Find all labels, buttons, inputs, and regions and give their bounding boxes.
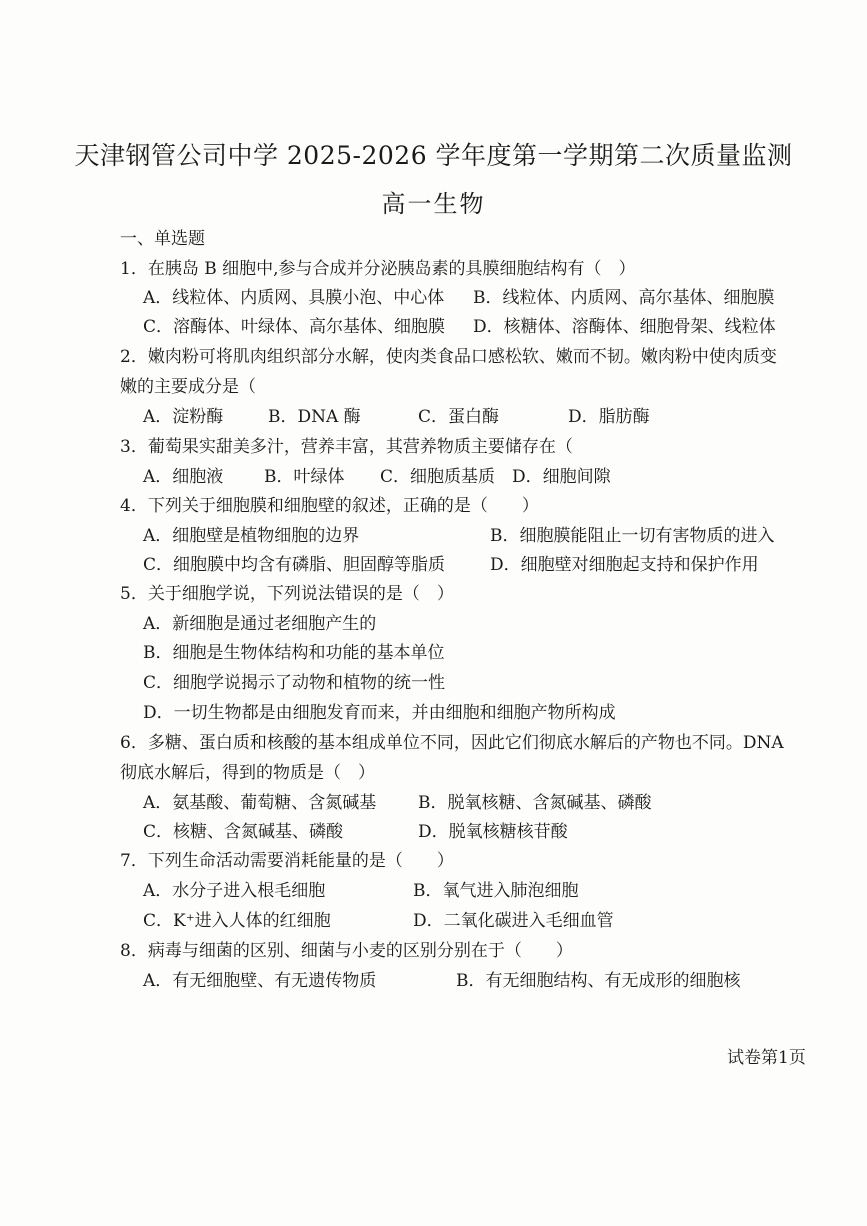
exam-title: 天津钢管公司中学 2025-2026 学年度第一学期第二次质量监测 [74,141,793,170]
question-1-option-a: A．线粒体、内质网、具膜小泡、中心体 [143,288,445,308]
question-2-option-c: C．蛋白酶 [418,407,500,427]
section-heading: 一、单选题 [120,229,205,249]
question-5-option-d: D．一切生物都是由细胞发育而来，并由细胞和细胞产物所构成 [143,703,616,723]
question-7-option-a: A．水分子进入根毛细胞 [143,881,326,901]
question-2-option-d: D．脂肪酶 [568,407,650,427]
question-4-option-a: A．细胞壁是植物细胞的边界 [143,526,360,546]
question-2-stem-line-1: 2．嫩肉粉可将肌肉组织部分水解，使肉类食品口感松软、嫩而不韧。嫩肉粉中使肉质变 [120,347,777,367]
question-4-option-b: B．细胞膜能阻止一切有害物质的进入 [490,526,775,546]
question-8-option-a: A．有无细胞壁、有无遗传物质 [143,971,377,991]
question-4-option-c: C．细胞膜中均含有磷脂、胆固醇等脂质 [143,555,446,575]
question-3-option-b: B．叶绿体 [264,467,345,487]
question-8-option-b: B．有无细胞结构、有无成形的细胞核 [456,971,741,991]
question-1-option-d: D．核糖体、溶酶体、细胞骨架、线粒体 [473,317,776,337]
question-1-stem: 1．在胰岛 B 细胞中,参与合成并分泌胰岛素的具膜细胞结构有（ ） [120,259,636,279]
question-7-stem: 7．下列生命活动需要消耗能量的是（ ） [120,851,454,871]
question-3-option-d: D．细胞间隙 [512,467,611,487]
question-4-option-d: D．细胞壁对细胞起支持和保护作用 [490,555,759,575]
page-number: 试卷第1页 [727,1048,806,1068]
question-2-option-b: B．DNA 酶 [268,407,361,427]
question-5-stem: 5．关于细胞学说，下列说法错误的是（ ） [120,584,454,604]
question-6-option-d: D．脱氧核糖核苷酸 [418,822,568,842]
question-7-option-c: C．K⁺进入人体的红细胞 [143,911,331,931]
question-3-stem: 3．葡萄果实甜美多汁，营养丰富，其营养物质主要储存在（ [120,437,573,457]
question-5-option-c: C．细胞学说揭示了动物和植物的统一性 [143,673,446,693]
question-6-option-c: C．核糖、含氮碱基、磷酸 [143,822,344,842]
question-1-option-b: B．线粒体、内质网、高尔基体、细胞膜 [473,288,775,308]
exam-subject: 高一生物 [381,190,486,218]
question-7-option-b: B．氧气进入肺泡细胞 [413,881,579,901]
question-3-option-c: C．细胞质基质 [380,467,496,487]
question-3-option-a: A．细胞液 [143,467,224,487]
question-2-stem-line-2: 嫩的主要成分是（ [120,377,256,397]
question-7-option-d: D．二氧化碳进入毛细血管 [413,911,614,931]
question-2-option-a: A．淀粉酶 [143,407,224,427]
question-4-stem: 4．下列关于细胞膜和细胞壁的叙述，正确的是（ ） [120,496,539,516]
question-6-option-b: B．脱氧核糖、含氮碱基、磷酸 [418,793,652,813]
question-6-stem-line-1: 6．多糖、蛋白质和核酸的基本组成单位不同，因此它们彻底水解后的产物也不同。DNA [120,733,784,753]
question-6-stem-line-2: 彻底水解后，得到的物质是（ ） [120,763,375,783]
question-1-option-c: C．溶酶体、叶绿体、高尔基体、细胞膜 [143,317,446,337]
question-5-option-a: A．新细胞是通过老细胞产生的 [143,614,377,634]
question-6-option-a: A．氨基酸、葡萄糖、含氮碱基 [143,793,377,813]
question-8-stem: 8．病毒与细菌的区别、细菌与小麦的区别分别在于（ ） [120,941,573,961]
question-5-option-b: B．细胞是生物体结构和功能的基本单位 [143,643,445,663]
